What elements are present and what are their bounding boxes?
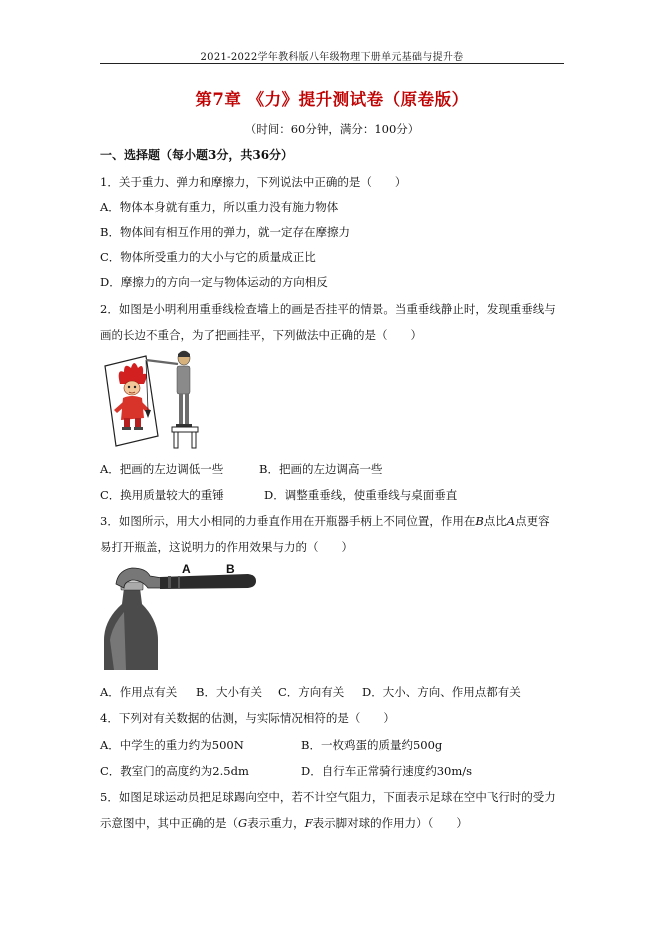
- q5-stem-text-2: 表示重力，: [247, 816, 305, 830]
- q5-stem-text-3: 表示脚对球的作用力）（ ）: [312, 816, 468, 830]
- q2-figure-painting-plumb-line: [102, 348, 202, 450]
- bottle-body: [104, 588, 158, 670]
- q2-stem-line2: 画的长边不重合，为了把画挂平，下列做法中正确的是（ ）: [100, 328, 422, 342]
- q2-stem-line1: 2．如图是小明利用重垂线检查墙上的画是否挂平的情景。当重垂线静止时，发现重垂线与: [100, 302, 556, 316]
- q3-option-d: D．大小、方向、作用点都有关: [362, 685, 521, 699]
- header-divider: [100, 63, 564, 64]
- opener-handle: [160, 574, 256, 589]
- q4-option-d: D．自行车正常骑行速度约30m/s: [301, 764, 473, 778]
- q1-stem: 1．关于重力、弹力和摩擦力，下列说法中正确的是（ ）: [100, 175, 407, 189]
- q1-option-a: A．物体本身就有重力，所以重力没有施力物体: [100, 200, 339, 214]
- q4-stem: 4．下列对有关数据的估测，与实际情况相符的是（ ）: [100, 711, 395, 725]
- q5-var-f: F: [304, 816, 313, 830]
- exam-info: （时间：60分钟，满分：100分）: [244, 122, 420, 136]
- page-title: 第7章 《力》提升测试卷（原卷版）: [195, 90, 469, 109]
- page-header: 2021-2022学年教科版八年级物理下册单元基础与提升卷: [200, 52, 464, 63]
- q3-option-b: B．大小有关: [196, 685, 262, 699]
- q1-option-b: B．物体间有相互作用的弹力，就一定存在摩擦力: [100, 225, 350, 239]
- q3-stem-text-1: 3．如图所示，用大小相同的力垂直作用在开瓶器手柄上不同位置，作用在: [100, 514, 476, 528]
- q3-figure-bottle-opener: [102, 560, 262, 670]
- q1-option-c: C．物体所受重力的大小与它的质量成正比: [100, 250, 316, 264]
- person-figure: [176, 351, 192, 427]
- label-point-a: A: [182, 562, 191, 576]
- section-heading: 一、选择题（每小题3分，共36分）: [100, 148, 294, 162]
- q3-stem-text-2: 点比: [483, 514, 507, 528]
- q5-stem-line1: 5．如图足球运动员把足球踢向空中，若不计空气阻力，下面表示足球在空中飞行时的受力: [100, 790, 556, 804]
- q2-option-a: A．把画的左边调低一些: [100, 462, 224, 476]
- label-point-b: B: [226, 562, 235, 576]
- stool: [172, 427, 198, 448]
- q4-option-b: B．一枚鸡蛋的质量约500g: [301, 738, 443, 752]
- q3-stem-line1: [100, 513, 550, 529]
- q5-var-g: G: [238, 816, 248, 830]
- q1-option-d: D．摩擦力的方向一定与物体运动的方向相反: [100, 275, 328, 289]
- q4-option-a: A．中学生的重力约为500N: [100, 738, 244, 752]
- q2-option-b: B．把画的左边调高一些: [259, 462, 383, 476]
- q3-option-a: A．作用点有关: [100, 685, 178, 699]
- q3-stem-line2: 易打开瓶盖，这说明力的作用效果与力的（ ）: [100, 540, 353, 554]
- q2-option-c: C．换用质量较大的重锤: [100, 488, 224, 502]
- q4-option-c: C．教室门的高度约为2.5dm: [100, 764, 249, 778]
- q2-option-d: D．调整重垂线，使重垂线与桌面垂直: [264, 488, 458, 502]
- q3-option-c: C．方向有关: [278, 685, 345, 699]
- q3-var-b: B: [475, 514, 484, 528]
- q5-stem-text-1: 示意图中，其中正确的是（: [100, 816, 238, 830]
- q5-stem-line2: [100, 815, 468, 831]
- q3-stem-text-3: 点更容: [515, 514, 550, 528]
- q3-var-a: A: [506, 514, 516, 528]
